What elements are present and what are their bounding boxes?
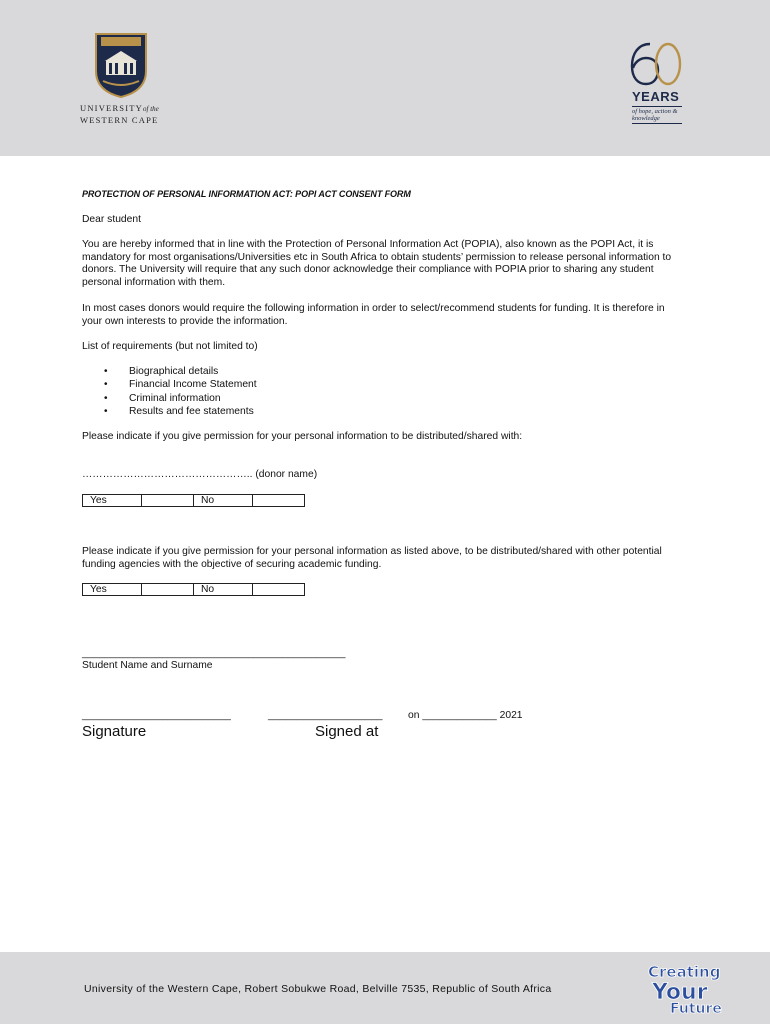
signature-label: Signature: [82, 723, 147, 740]
university-name: [80, 103, 159, 126]
anniversary-tagline: of hope, action & knowledge: [632, 106, 682, 124]
permission2-prompt: Please indicate if you give permission for your personal information as listed above, to be distributed/shared with other potential funding agencies with the objective of securing academic funding.: [82, 546, 662, 570]
no-label: No: [194, 584, 253, 596]
list-item: • Biographical details: [82, 365, 257, 378]
yes-label: Yes: [83, 584, 142, 596]
list-item: • Results and fee statements: [82, 405, 257, 418]
sixty-anniversary-logo-icon: [628, 40, 684, 88]
no-checkbox[interactable]: [253, 584, 305, 596]
yes-checkbox[interactable]: [142, 584, 194, 596]
yes-checkbox[interactable]: [142, 495, 194, 507]
form-title: PROTECTION OF PERSONAL INFORMATION ACT: POPI ACT CONSENT FORM: [82, 189, 411, 199]
paragraph-donor-requirements: In most cases donors would require the following information in order to select/recommend students for funding. It is therefore in your own interests to provide the information.: [82, 303, 665, 327]
permission1-yes-no-table: [82, 494, 305, 507]
list-intro: List of requirements (but not limited to): [82, 341, 258, 352]
anniversary-years: YEARS: [632, 89, 680, 104]
yes-label: Yes: [83, 495, 142, 507]
requirements-list: [82, 365, 257, 419]
permission1-prompt: Please indicate if you give permission for your personal information to be distributed/shared with:: [82, 431, 523, 442]
university-line1: UNIVERSITY: [80, 103, 143, 113]
no-label: No: [194, 495, 253, 507]
campaign-line2: Your: [652, 980, 708, 1005]
date-line[interactable]: on _____________ 2021: [408, 710, 523, 721]
creating-your-future-logo-icon: [644, 955, 736, 1017]
university-crest-icon: [93, 31, 149, 99]
university-line2: WESTERN CAPE: [80, 115, 159, 125]
signed-at-line[interactable]: ____________________: [268, 710, 383, 721]
list-item: • Financial Income Statement: [82, 378, 257, 391]
university-of-the: of the: [143, 105, 159, 113]
footer-address: University of the Western Cape, Robert Sobukwe Road, Belville 7535, Republic of South Africa: [84, 983, 552, 995]
student-name-label: Student Name and Surname: [82, 660, 213, 671]
permission2-yes-no-table: [82, 583, 305, 596]
student-name-line[interactable]: ______________________________________________: [82, 648, 346, 659]
greeting: Dear student: [82, 214, 141, 225]
donor-name-line[interactable]: ………………………………………….. (donor name): [82, 469, 318, 480]
paragraph-popia-notice: You are hereby informed that in line with the Protection of Personal Information Act (POPIA), also known as the POPI Act, it is mandatory for most organisations/Universities etc in South Africa to obtain students’ permission to release personal information to donors. The University will require that any such donor acknowledge their compliance with POPIA prior to sharing any student personal information with them.: [82, 239, 672, 288]
campaign-line3: Future: [670, 1001, 722, 1017]
list-item: • Criminal information: [82, 392, 257, 405]
signed-at-label: Signed at: [315, 723, 379, 740]
signature-line[interactable]: __________________________: [82, 710, 231, 721]
no-checkbox[interactable]: [253, 495, 305, 507]
campaign-line1: Creating: [648, 963, 721, 981]
